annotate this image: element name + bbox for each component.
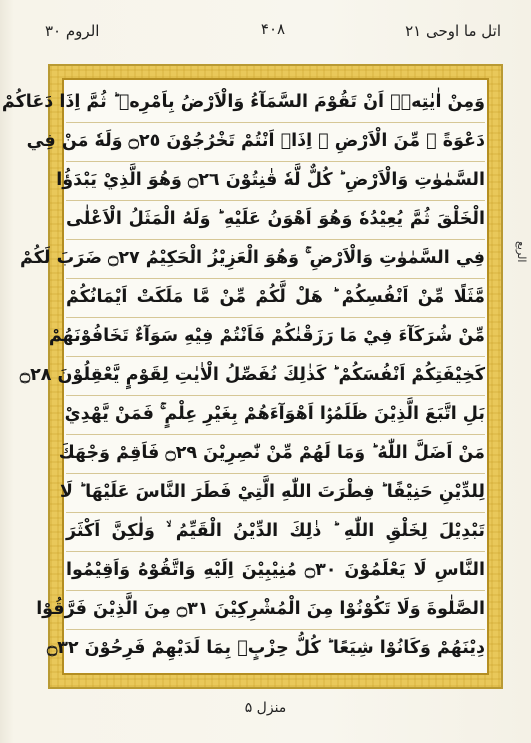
verse-line: مَنْ اَضَلَّ اللّٰهُ ؕ وَمَا لَهُمْ مِّنْ نّٰصِرِيْنَ ۝٢٩ فَاَقِمْ وَجْهَكَ <box>58 443 485 463</box>
verse-line: دِيْنَهُمْ وَكَانُوْا شِيَعًا ؕ كُلُّ حِزْبٍۭ بِمَا لَدَيْهِمْ فَرِحُوْنَ ۝٣٢ <box>46 638 485 658</box>
verse-line: لِلدِّيْنِ حَنِيْفًا ؕ فِطْرَتَ اللّٰهِ الَّتِيْ فَطَرَ النَّاسَ عَلَيْهَا ؕ لَا <box>59 482 485 502</box>
rukoo-marker: الربع <box>515 241 528 263</box>
verse-line: مَّثَلًا مِّنْ اَنْفُسِكُمْ ؕ هَلْ لَّكُمْ مِّنْ مَّا مَلَكَتْ اَيْمَانُكُمْ <box>66 287 485 307</box>
verse-line: النَّاسِ لَا يَعْلَمُوْنَ ۝٣٠ مُنِيْبِيْنَ اِلَيْهِ وَاتَّقُوْهُ وَاَقِيْمُوا <box>66 560 485 580</box>
verse-line: السَّمٰوٰتِ وَالْاَرْضِ ؕ كُلٌّ لَّهٗ قٰنِتُوْنَ ۝٢٦ وَهُوَ الَّذِيْ يَبْدَؤُا <box>56 170 485 190</box>
page-header <box>45 18 501 44</box>
verse-line: الصَّلٰوةَ وَلَا تَكُوْنُوْا مِنَ الْمُشْرِكِيْنَ ۝٣١ مِنَ الَّذِيْنَ فَرَّقُوْا <box>36 599 485 619</box>
verse-line: دَعْوَةً ۖ مِّنَ الْاَرْضِ ۖ اِذَاۤ اَنْتُمْ تَخْرُجُوْنَ ۝٢٥ وَلَهٗ مَنْ فِي <box>26 131 485 151</box>
verse-line: مِّنْ شُرَكَآءَ فِيْ مَا رَزَقْنٰكُمْ فَاَنْتُمْ فِيْهِ سَوَآءٌ تَخَافُوْنَهُمْ <box>48 326 485 346</box>
page-number: ۴۰۸ <box>260 20 286 38</box>
verse-line: بَلِ اتَّبَعَ الَّذِيْنَ ظَلَمُوْۤا اَهْوَآءَهُمْ بِغَيْرِ عِلْمٍ ۚ فَمَنْ يَّهْدِيْ <box>64 404 485 424</box>
verse-lines <box>1 84 485 672</box>
verse-line: تَبْدِيْلَ لِخَلْقِ اللّٰهِ ؕ ذٰلِكَ الدِّيْنُ الْقَيِّمُ ۙ وَلٰكِنَّ اَكْثَرَ <box>66 521 485 541</box>
manzil-footer: منزل ۵ <box>244 700 287 716</box>
verse-line: كَخِيْفَتِكُمْ اَنْفُسَكُمْ ؕ كَذٰلِكَ نُفَصِّلُ الْاٰيٰتِ لِقَوْمٍ يَّعْقِلُوْنَ ۝٢٨ <box>19 365 485 385</box>
surah-title: الروم ۳۰ <box>45 22 100 40</box>
para-title: اتل ما اوحی ۲۱ <box>405 22 501 40</box>
verse-line: الْخَلْقَ ثُمَّ يُعِيْدُهٗ وَهُوَ اَهْوَنُ عَلَيْهِ ؕ وَلَهُ الْمَثَلُ الْاَعْلٰى <box>66 209 485 229</box>
verse-line: فِي السَّمٰوٰتِ وَالْاَرْضِ ۚ وَهُوَ الْعَزِيْزُ الْحَكِيْمُ ۝٢٧ ضَرَبَ لَكُمْ <box>20 248 485 268</box>
verse-line: وَمِنْ اٰيٰتِهٖۤ اَنْ تَقُوْمَ السَّمَآءُ وَالْاَرْضُ بِاَمْرِهٖ ؕ ثُمَّ اِذَا دَعَاكُمْ <box>1 92 485 112</box>
